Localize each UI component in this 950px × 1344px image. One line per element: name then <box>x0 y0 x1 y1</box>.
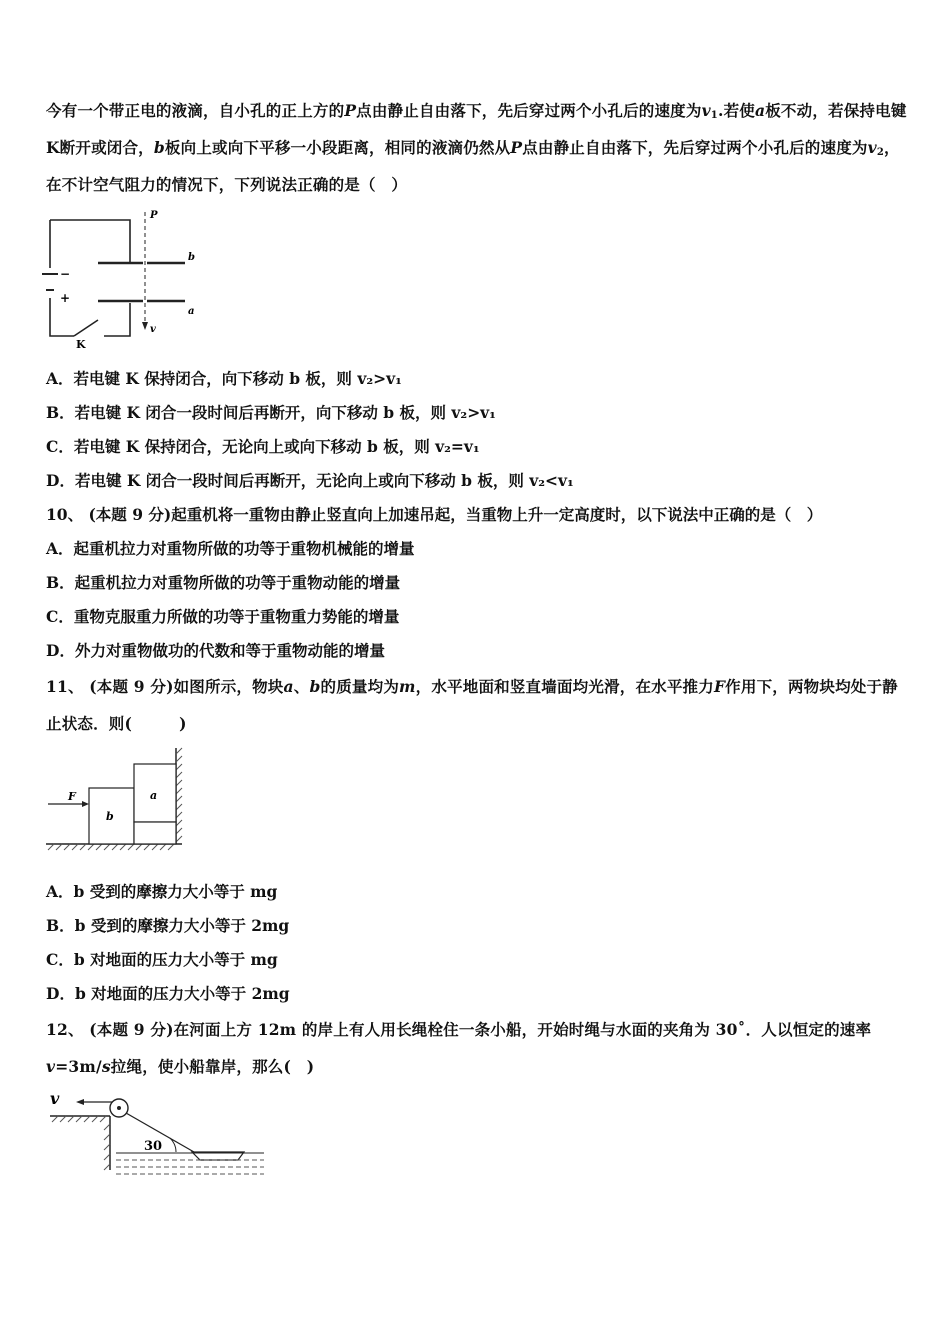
arrow-down-icon <box>142 322 148 330</box>
q9-stem: 今有一个带正电的液滴，自小孔的正上方的P点由静止自由落下，先后穿过两个小孔后的速度为$v_1$.若使a板不动，若保持电键K断开或闭合，b板向上或向下平移一小段距离，相同的液滴仍然从P点由静止自由落下，先后穿过两个小孔后的速度为$v_2$，在不计空气阻力的情况下，下列说法正确的是（ ） <box>46 101 907 194</box>
angle-label: 30 <box>144 1139 163 1154</box>
plate-b-label: b <box>188 252 195 263</box>
battery-minus-label: − <box>60 267 71 281</box>
q9-option-c[interactable]: C．若电键 K 保持闭合，无论向上或向下移动 b 板，则 v₂=v₁ <box>46 437 480 456</box>
q11-blocks-figure <box>44 744 186 852</box>
pulley-axle <box>117 1106 121 1110</box>
q10-option-c[interactable]: C．重物克服重力所做的功等于重物重力势能的增量 <box>46 607 400 626</box>
wire-top <box>50 220 130 263</box>
battery <box>42 274 58 290</box>
q10-option-a[interactable]: A．起重机拉力对重物所做的功等于重物机械能的增量 <box>46 539 415 558</box>
q12-stem: 12、 (本题 9 分)在河面上方 12m 的岸上有人用长绳栓住一条小船，开始时绳与水面的夹角为 30˚．人以恒定的速率v=3m/s拉绳，使小船靠岸，那么( ) <box>46 1020 872 1076</box>
bank-hatch <box>52 1116 106 1122</box>
arrow-right-icon <box>82 801 89 807</box>
q9-capacitor-figure <box>40 208 200 350</box>
q11-option-c[interactable]: C．b 对地面的压力大小等于 mg <box>46 950 278 969</box>
q10-option-d[interactable]: D．外力对重物做功的代数和等于重物动能的增量 <box>46 641 385 660</box>
q11-option-b[interactable]: B．b 受到的摩擦力大小等于 2mg <box>46 916 290 935</box>
force-f-label: F <box>68 790 76 803</box>
q9-option-a[interactable]: A．若电键 K 保持闭合，向下移动 b 板，则 v₂>v₁ <box>46 369 402 388</box>
q11-option-a[interactable]: A．b 受到的摩擦力大小等于 mg <box>46 882 278 901</box>
wire-bottom <box>104 303 130 336</box>
ground-hatch <box>48 844 174 850</box>
q9-option-d[interactable]: D．若电键 K 闭合一段时间后再断开，无论向上或向下移动 b 板，则 v₂<v₁ <box>46 471 574 490</box>
block-a-lower <box>134 822 176 844</box>
q10-stem: 10、 (本题 9 分)起重机将一重物由静止竖直向上加速吊起，当重物上升一定高度时，以下说法中正确的是（ ） <box>46 505 823 524</box>
plate-a-label: a <box>188 306 195 317</box>
bank-wall-hatch <box>104 1124 110 1170</box>
q11-option-d[interactable]: D．b 对地面的压力大小等于 2mg <box>46 984 290 1003</box>
velocity-label: v <box>150 324 156 335</box>
point-p-label: P <box>150 210 158 221</box>
arrow-left-icon <box>76 1099 84 1105</box>
switch-k-blade <box>74 320 98 336</box>
q9-option-b[interactable]: B．若电键 K 闭合一段时间后再断开，向下移动 b 板，则 v₂>v₁ <box>46 403 496 422</box>
switch-k-label: K <box>76 338 86 350</box>
wall-hatch <box>176 748 182 842</box>
block-a-label: a <box>150 789 158 802</box>
q10-option-b[interactable]: B．起重机拉力对重物所做的功等于重物动能的增量 <box>46 573 401 592</box>
battery-plus-label: + <box>60 291 71 305</box>
q11-stem: 11、 (本题 9 分)如图所示，物块a、b的质量均为m，水平地面和竖直墙面均光滑，在水平推力F作用下，两物块均处于静止状态．则( ) <box>46 677 898 733</box>
block-b-label: b <box>106 810 114 823</box>
velocity-v-label: v <box>50 1089 60 1108</box>
water-lines <box>116 1160 264 1174</box>
q12-boat-figure <box>44 1086 270 1180</box>
